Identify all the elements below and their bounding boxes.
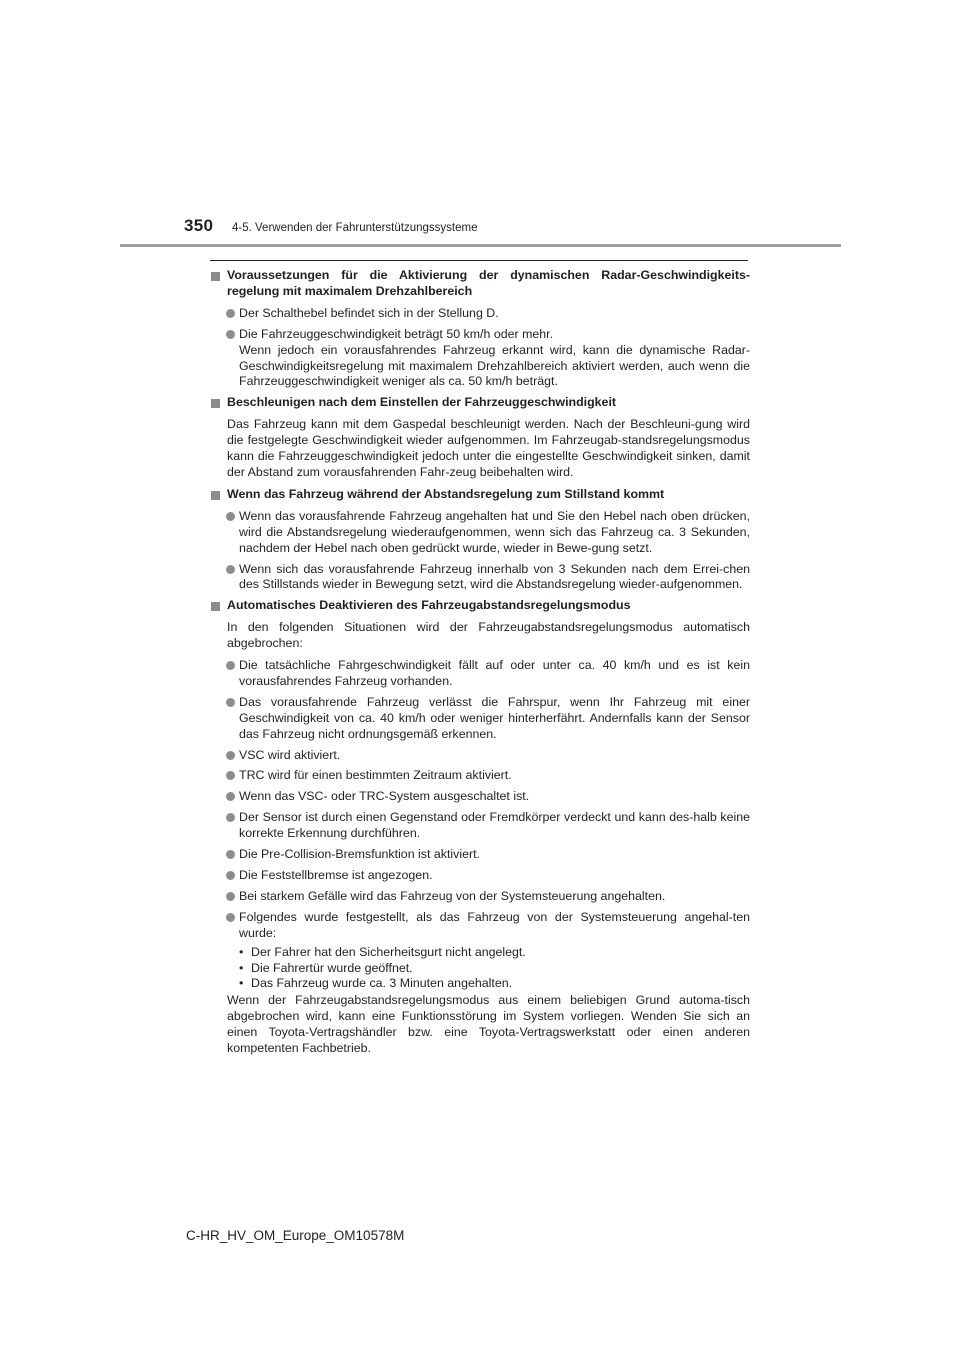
section-heading: Wenn das Fahrzeug während der Abstandsregelung zum Stillstand kommt — [210, 487, 750, 503]
section-title: 4-5. Verwenden der Fahrunterstützungssysteme — [232, 222, 478, 234]
sub-list — [239, 945, 750, 993]
document-code: C-HR_HV_OM_Europe_OM10578M — [186, 1228, 405, 1243]
list-item: Wenn sich das vorausfahrende Fahrzeug innerhalb von 3 Sekunden nach dem Errei-chen des Stillstands wieder in Bewegung setzt, wird die Abstandsregelung wieder-aufgenommen. — [210, 562, 750, 594]
section-intro: In den folgenden Situationen wird der Fahrzeugabstandsregelungsmodus automatisch abgebrochen: — [227, 620, 750, 651]
page-number: 350 — [184, 216, 214, 235]
circle-bullet-icon — [226, 698, 235, 707]
list-item: Folgendes wurde festgestellt, als das Fahrzeug von der Systemsteuerung angehal-ten wurde: • Der Fahrer hat den Sicherheitsgurt nicht angelegt. • Die Fahrertür wurde geöffnet. • Das Fahrzeug wurde ca. 3 Minuten angehalten. — [210, 910, 750, 993]
sub-list-item: • Das Fahrzeug wurde ca. 3 Minuten angehalten. — [239, 976, 513, 991]
square-bullet-icon — [211, 272, 220, 281]
square-bullet-icon — [211, 602, 220, 611]
section-heading: Voraussetzungen für die Aktivierung der dynamischen Radar-Geschwindigkeits-regelung mit maximalem Drehzahlbereich — [210, 268, 750, 300]
list-item: Der Sensor ist durch einen Gegenstand oder Fremdkörper verdeckt und kann des-halb keine korrekte Erkennung durchführen. — [210, 810, 750, 842]
section-paragraph: Das Fahrzeug kann mit dem Gaspedal beschleunigt werden. Nach der Beschleuni-gung wird die festgelegte Geschwindigkeit wieder aufgenommen. Im Fahrzeugab-standsregelungsmodus kann die Fahrzeuggeschwindigkeit jedoch unter die eingestellte Geschwindigkeit sinken, damit der Abstand zum vorausfahrenden Fahr-zeug beibehalten wird. — [227, 417, 750, 479]
circle-bullet-icon — [226, 892, 235, 901]
list-item: Die tatsächliche Fahrgeschwindigkeit fällt auf oder unter ca. 40 km/h und es ist kein vorausfahrendes Fahrzeug vorhanden. — [210, 658, 750, 690]
content-top-rule — [210, 260, 748, 261]
section-heading: Beschleunigen nach dem Einstellen der Fahrzeuggeschwindigkeit — [210, 395, 750, 411]
square-bullet-icon — [211, 491, 220, 500]
circle-bullet-icon — [226, 751, 235, 760]
circle-bullet-icon — [226, 913, 235, 922]
list-item: Die Fahrzeuggeschwindigkeit beträgt 50 km/h oder mehr. Wenn jedoch ein vorausfahrendes Fahrzeug erkannt wird, kann die dynamische Radar-Geschwindigkeitsregelung mit maximalem Drehzahlbereich aktiviert werden, auch wenn die Fahrzeuggeschwindigkeit weniger als ca. 50 km/h beträgt. — [210, 327, 750, 391]
list-item: VSC wird aktiviert. — [210, 748, 750, 764]
circle-bullet-icon — [226, 512, 235, 521]
middle-dot-icon: • — [239, 944, 244, 959]
list-item: Bei starkem Gefälle wird das Fahrzeug von der Systemsteuerung angehalten. — [210, 889, 750, 905]
sub-list-item: • Der Fahrer hat den Sicherheitsgurt nicht angelegt. — [239, 944, 526, 959]
header-rule — [120, 244, 841, 247]
list-item: Wenn das vorausfahrende Fahrzeug angehalten hat und Sie den Hebel nach oben drücken, wird die Abstandsregelung wiederaufgenommen, wenn sich das Fahrzeug ca. 3 Sekunden, nachdem der Hebel nach oben gedrückt wurde, wieder in Bewe-gung setzt. — [210, 509, 750, 557]
circle-bullet-icon — [226, 771, 235, 780]
list-item: TRC wird für einen bestimmten Zeitraum aktiviert. — [210, 768, 750, 784]
list-item: Wenn das VSC- oder TRC-System ausgeschaltet ist. — [210, 789, 750, 805]
circle-bullet-icon — [226, 330, 235, 339]
circle-bullet-icon — [226, 813, 235, 822]
list-item: Das vorausfahrende Fahrzeug verlässt die Fahrspur, wenn Ihr Fahrzeug mit einer Geschwindigkeit von ca. 40 km/h oder weniger hinterherfährt. Andernfalls kann der Sensor das Fahrzeug nicht ordnungsgemäß erkennen. — [210, 695, 750, 743]
circle-bullet-icon — [226, 565, 235, 574]
list-item: Die Pre-Collision-Bremsfunktion ist aktiviert. — [210, 847, 750, 863]
list-item: Die Feststellbremse ist angezogen. — [210, 868, 750, 884]
middle-dot-icon: • — [239, 976, 244, 991]
circle-bullet-icon — [226, 309, 235, 318]
circle-bullet-icon — [226, 850, 235, 859]
section-heading: Automatisches Deaktivieren des Fahrzeugabstandsregelungsmodus — [210, 598, 750, 614]
list-item: Der Schalthebel befindet sich in der Stellung D. — [210, 306, 750, 322]
circle-bullet-icon — [226, 792, 235, 801]
circle-bullet-icon — [226, 661, 235, 670]
square-bullet-icon — [211, 399, 220, 408]
closing-paragraph: Wenn der Fahrzeugabstandsregelungsmodus aus einem beliebigen Grund automa-tisch abgebrochen wird, kann eine Funktionsstörung im System vorliegen. Wenden Sie sich an einen Toyota-Vertragshändler bzw. eine Toyota-Vertragswerkstatt oder einen anderen kompetenten Fachbetrieb. — [227, 993, 750, 1056]
main-content — [210, 268, 750, 1057]
middle-dot-icon: • — [239, 960, 244, 975]
circle-bullet-icon — [226, 871, 235, 880]
sub-list-item: • Die Fahrertür wurde geöffnet. — [239, 960, 413, 975]
